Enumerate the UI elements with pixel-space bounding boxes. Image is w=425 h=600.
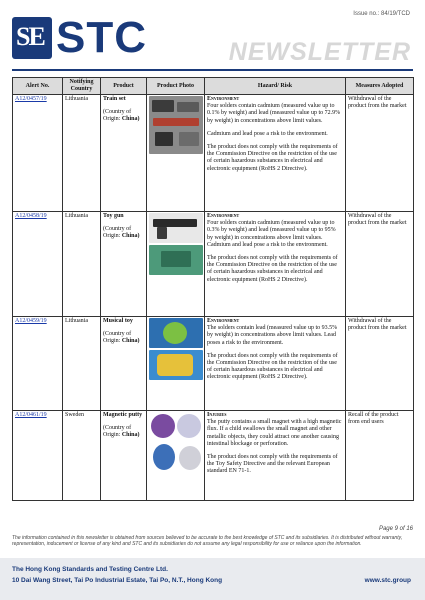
logo-mark-text: SE <box>16 22 44 51</box>
hazard-compliance: The product does not comply with the requirements of the Commission Directive on the restriction of the use of certain hazardous substances in electrical and electronic equipment (RoHS 2 Directive). <box>207 144 338 172</box>
disclaimer: The information contained in this newsletter is obtained from sources believed to be accurate to the best knowledge of STC and its subsidiaries. It is distributed without warranty, representation, inducement or license of any kind and STC and its subsidiaries do not assume any legal responsibility for use or reliance upon the information. <box>12 535 403 547</box>
newsletter-header <box>0 0 425 76</box>
product-cell: Musical toy (Country of Origin: China) <box>101 317 147 411</box>
hazard-category: Environment <box>207 96 240 102</box>
origin-value: China <box>121 338 138 345</box>
hazard-text: Four solders contain cadmium (measured value up to 0.1% by weight) and lead (measured value up to 72.9% by weight) in concentrations above limit values. <box>207 103 341 124</box>
origin-value: China <box>121 233 138 240</box>
hazard-text: The solders contain lead (measured value up to 93.5% by weight) in concentrations above limit values. Lead poses a risk to the environment. <box>207 325 338 346</box>
origin-value: China <box>121 432 138 439</box>
col-header-product: Product <box>101 78 147 95</box>
origin-label: (Country of Origin: <box>103 425 132 439</box>
page-number: Page 9 of 16 <box>378 526 413 532</box>
hazard-cell <box>205 212 346 317</box>
alert-link[interactable]: A12/0461/19 <box>15 412 47 418</box>
col-header-measures: Measures Adopted <box>346 78 414 95</box>
issue-number: Issue no.: 84/19/TCD <box>353 11 410 17</box>
product-name: Musical toy <box>103 318 133 324</box>
product-photo <box>147 212 205 317</box>
company-name: The Hong Kong Standards and Testing Centre Ltd. <box>12 566 168 573</box>
product-name: Toy gun <box>103 213 124 219</box>
table-row <box>13 212 414 317</box>
col-header-alert: Alert No. <box>13 78 63 95</box>
country-cell: Lithuania <box>63 95 101 212</box>
hazard-text: Cadmium and lead pose a risk to the environment. <box>207 130 328 137</box>
table-row <box>13 411 414 501</box>
country-cell: Sweden <box>63 411 101 501</box>
measures-cell: Recall of the product from end users <box>346 411 414 501</box>
origin-value: China <box>121 116 138 123</box>
alert-link[interactable]: A12/0458/19 <box>15 213 47 219</box>
table-row <box>13 95 414 212</box>
col-header-photo: Product Photo <box>147 78 205 95</box>
company-address: 10 Dai Wang Street, Tai Po Industrial Estate, Tai Po, N.T., Hong Kong <box>12 577 223 584</box>
product-photo <box>147 95 205 212</box>
hazard-text: Four solders contain cadmium (measured value up to 0.3% by weight) and lead (measured value up to 95% by weight) in concentrations above limit values. Cadmium and lead pose a risk to the environment. <box>207 220 336 248</box>
product-name: Magnetic putty <box>103 412 143 418</box>
origin-label: (Country of Origin: <box>103 331 132 345</box>
table-header-row <box>13 78 414 95</box>
origin-label: (Country of Origin: <box>103 226 132 240</box>
product-photo <box>147 411 205 501</box>
country-cell: Lithuania <box>63 317 101 411</box>
newsletter-title: NEWSLETTER <box>228 38 411 66</box>
table-row <box>13 317 414 411</box>
stc-logo <box>12 13 152 62</box>
measures-cell: Withdrawal of the product from the market <box>346 212 414 317</box>
hazard-compliance: The product does not comply with the requirements of the Toy Safety Directive and the relevant European standard EN 71-1. <box>207 454 338 475</box>
product-cell: Train set (Country of Origin: China) <box>101 95 147 212</box>
hazard-cell <box>205 95 346 212</box>
col-header-hazard: Hazard/ Risk <box>205 78 346 95</box>
product-name: Train set <box>103 96 126 102</box>
hazard-category: Injuries <box>207 412 227 418</box>
col-header-country: Notifying Country <box>63 78 101 95</box>
country-cell: Lithuania <box>63 212 101 317</box>
hazard-cell <box>205 411 346 501</box>
origin-label: (Country of Origin: <box>103 109 132 123</box>
hazard-category: Environment <box>207 318 240 324</box>
product-cell: Toy gun (Country of Origin: China) <box>101 212 147 317</box>
alert-link[interactable]: A12/0457/19 <box>15 96 47 102</box>
hazard-compliance: The product does not comply with the requirements of the Commission Directive on the restriction of the use of certain hazardous substances in electrical and electronic equipment (RoHS 2 Directive). <box>207 255 338 283</box>
alerts-table <box>12 77 414 501</box>
product-cell: Magnetic putty (Country of Origin: China) <box>101 411 147 501</box>
alert-link[interactable]: A12/0459/19 <box>15 318 47 324</box>
hazard-cell <box>205 317 346 411</box>
logo-text: STC <box>56 13 147 62</box>
header-divider <box>12 69 413 71</box>
hazard-text: The putty contains a small magnet with a high magnetic flux. If a child swallows the small magnet and other metallic objects, they could attract one another causing intestinal blockage or perforation. <box>207 419 342 447</box>
measures-cell: Withdrawal of the product from the market <box>346 317 414 411</box>
hazard-compliance: The product does not comply with the requirements of the Commission Directive on the restriction of the use of certain hazardous substances in electrical and electronic equipment (RoHS 2 Directive). <box>207 352 338 381</box>
logo-mark <box>12 17 52 59</box>
measures-cell: Withdrawal of the product from the market <box>346 95 414 212</box>
hazard-category: Environment <box>207 213 240 219</box>
website-link[interactable]: www.stc.group <box>364 577 411 584</box>
product-photo <box>147 317 205 411</box>
